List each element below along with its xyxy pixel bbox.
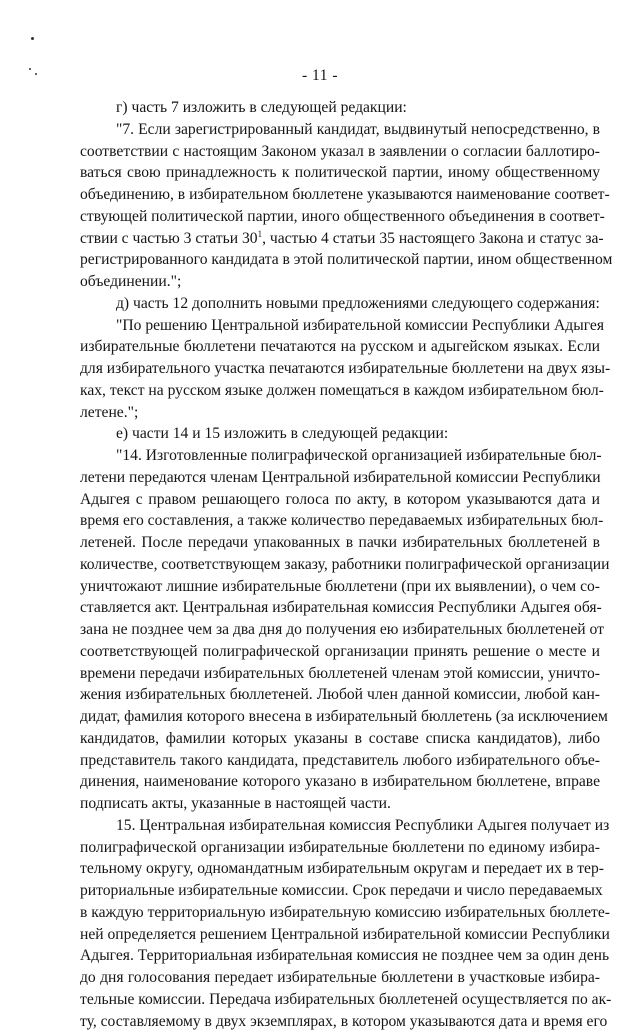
text-line-content: избирательные бюллетени печатаются на русском и адыгейском языках. Если (80, 338, 600, 355)
text-line-content: соответствии с настоящим Законом указал в заявлении о согласии баллотиро- (80, 143, 600, 160)
superscript: 1 (258, 229, 263, 239)
text-line-content: летени передаются членам Центральной избирательной комиссии Республики (80, 469, 601, 486)
text-line-content: подписать акты, указанные в настоящей части. (80, 795, 391, 812)
text-line-content: 15. Центральная избирательная комиссия Республики Адыгея получает из (116, 817, 609, 834)
text-line (80, 684, 600, 706)
text-line (80, 706, 600, 728)
text-line (80, 641, 600, 663)
text-line (80, 880, 600, 902)
text-line (80, 445, 600, 467)
text-line-content: соответствующей полиграфической организации принять решение о месте и (80, 643, 600, 660)
text-line-content: г) часть 7 изложить в следующей редакции: (116, 99, 407, 116)
scan-speck (31, 37, 34, 40)
text-line-content: летеней. После передачи упакованных в пачки избирательных бюллетеней в (80, 534, 600, 551)
text-line-content: время его составления, а также количество передаваемых избирательных бюл- (80, 512, 603, 529)
text-line (80, 271, 600, 293)
text-line-content: тельные комиссии. Передача избирательных бюллетеней осуществляется по ак- (80, 991, 611, 1008)
text-line-content: объединению, в избирательном бюллетене указываются наименование соответ- (80, 186, 610, 203)
text-line-content: ставляется акт. Центральная избирательная комиссия Республики Адыгея обя- (80, 599, 602, 616)
text-line-content: до дня голосования передает избирательные бюллетени в участковые избира- (80, 969, 600, 986)
text-line (80, 380, 600, 402)
text-line (80, 815, 600, 837)
text-line-content: времени передачи избирательных бюллетеней членам этой комиссии, уничто- (80, 665, 600, 682)
text-line (80, 228, 600, 250)
text-line-content: "7. Если зарегистрированный кандидат, выдвинутый непосредственно, в (116, 121, 600, 138)
text-line (80, 663, 600, 685)
text-line (80, 597, 600, 619)
text-line-content: "14. Изготовленные полиграфической организацией избирательные бюл- (116, 447, 602, 464)
text-line (80, 402, 600, 424)
text-line (80, 902, 600, 924)
text-line-content: для избирательного участка печатаются избирательные бюллетени на двух язы- (80, 360, 610, 377)
text-line-content: жения избирательных бюллетеней. Любой член данной комиссии, любой кан- (80, 686, 600, 703)
text-line-content: риториальные избирательные комиссии. Срок передачи и число передаваемых (80, 882, 603, 899)
text-line-tail: , частью 4 статьи 35 настоящего Закона и статус за- (262, 230, 604, 247)
text-line (80, 619, 600, 641)
text-line (80, 315, 600, 337)
text-line-content: представитель такого кандидата, представитель любого избирательного объе- (80, 752, 600, 769)
document-body (80, 97, 600, 1032)
text-line-content: ней определяется решением Центральной избирательной комиссии Республики (80, 926, 610, 943)
text-line-content: Адыгея. Территориальная избирательная комиссия не позднее чем за один день (80, 947, 609, 964)
text-line (80, 249, 600, 271)
text-line-content: полиграфической организации избирательные бюллетени по единому избира- (80, 839, 600, 856)
text-line-content: динения, наименование которого указано в избирательном бюллетене, вправе (80, 773, 600, 790)
text-line (80, 141, 600, 163)
text-line (80, 510, 600, 532)
text-line (80, 423, 600, 445)
text-line-content: летене."; (80, 404, 138, 421)
text-line-content: дидат, фамилия которого внесена в избирательный бюллетень (за исключением (80, 708, 608, 725)
text-line-content: количестве, соответствующем заказу, работники полиграфической организации (80, 556, 609, 573)
text-line (80, 184, 600, 206)
text-line (80, 750, 600, 772)
text-line (80, 293, 600, 315)
text-line-content: объединении."; (80, 273, 181, 290)
text-line (80, 119, 600, 141)
text-line-content: регистрированного кандидата в этой политической партии, ином общественном (80, 251, 612, 268)
text-line (80, 336, 600, 358)
text-line-content: уничтожают лишние избирательные бюллетени (при их выявлении), о чем со- (80, 578, 600, 595)
text-line-content: ту, составляемому в двух экземплярах, в котором указываются дата и время его (80, 1013, 607, 1030)
text-line-content: е) части 14 и 15 изложить в следующей редакции: (116, 425, 448, 442)
text-line (80, 489, 600, 511)
text-line (80, 467, 600, 489)
text-line (80, 989, 600, 1011)
text-line (80, 924, 600, 946)
text-line-content: зана не позднее чем за два дня до получения ею избирательных бюллетеней от (80, 621, 604, 638)
text-line-content: ствии с частью 3 статьи 30 (80, 230, 258, 247)
text-line (80, 945, 600, 967)
text-line-content: д) часть 12 дополнить новыми предложениями следующего содержания: (116, 295, 600, 312)
text-line (80, 1011, 600, 1032)
text-line-content: ках, текст на русском языке должен помещаться в каждом избирательном бюл- (80, 382, 604, 399)
text-line-content: ваться свою принадлежность к политической партии, иному общественному (80, 164, 600, 181)
text-line (80, 554, 600, 576)
text-line (80, 97, 600, 119)
text-line (80, 358, 600, 380)
text-line-content: Адыгея с правом решающего голоса по акту, в котором указываются дата и (80, 491, 600, 508)
text-line (80, 858, 600, 880)
text-line (80, 837, 600, 859)
text-line (80, 576, 600, 598)
text-line (80, 206, 600, 228)
text-line (80, 793, 600, 815)
text-line-content: тельному округу, одномандатным избирательным округам и передает их в тер- (80, 860, 604, 877)
text-line-content: кандидатов, фамилии которых указаны в составе списка кандидатов), либо (80, 730, 600, 747)
text-line-content: в каждую территориальную избирательную комиссию избирательных бюллете- (80, 904, 610, 921)
page-number: - 11 - (0, 67, 640, 85)
text-line (80, 162, 600, 184)
text-line (80, 532, 600, 554)
text-line-content: "По решению Центральной избирательной комиссии Республики Адыгея (116, 317, 604, 334)
text-line (80, 728, 600, 750)
text-line (80, 967, 600, 989)
text-line-content: ствующей политической партии, иного общественного объединения в соответ- (80, 208, 605, 225)
text-line (80, 771, 600, 793)
